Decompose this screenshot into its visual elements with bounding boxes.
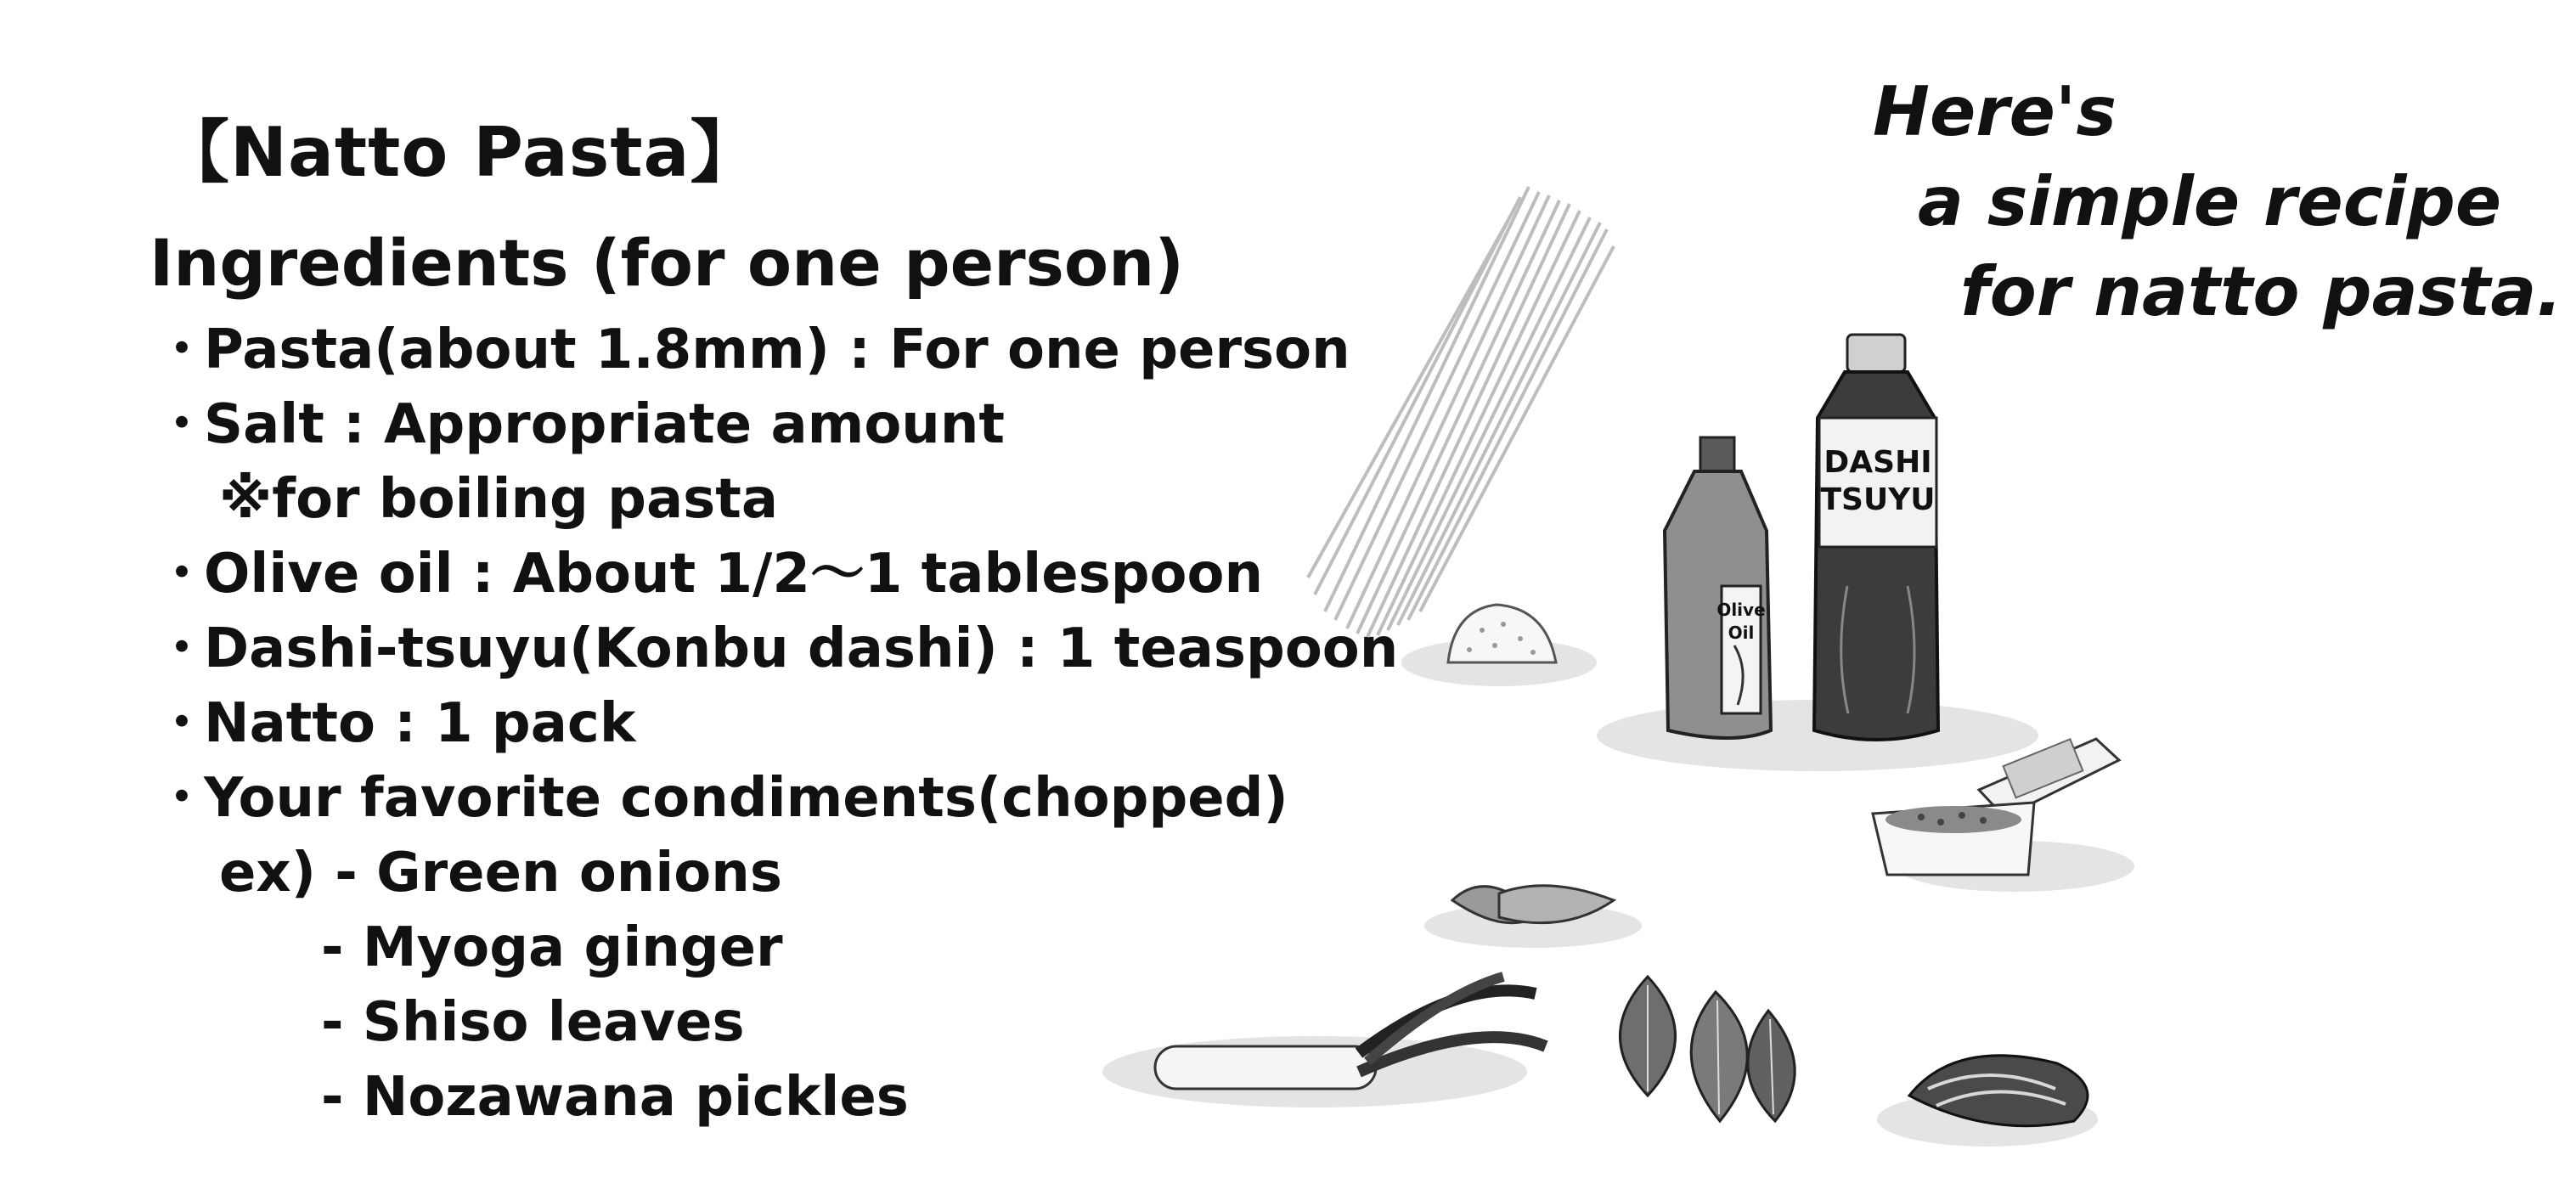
ingredient-olive-oil: Olive oil : About 1/2～1 tablespoon	[204, 543, 1264, 606]
green-onion-icon	[1102, 977, 1546, 1107]
speech-line-3: for natto pasta.	[1960, 252, 2562, 331]
condiment-nozawana-pickles: - Nozawana pickles	[321, 1066, 909, 1129]
condiment-myoga-ginger: - Myoga ginger	[321, 916, 783, 979]
ingredient-salt: Salt : Appropriate amount	[204, 393, 1005, 456]
olive-oil-bottle-icon	[1665, 437, 1771, 738]
condiment-green-onions: ex) - Green onions	[219, 842, 782, 904]
bullet-olive-oil: ・	[155, 543, 209, 606]
shiso-leaves-icon	[1621, 977, 1795, 1121]
bullet-natto: ・	[155, 692, 209, 755]
salt-icon	[1401, 605, 1597, 686]
bullet-pasta: ・	[155, 318, 209, 381]
condiment-shiso-leaves: - Shiso leaves	[321, 991, 745, 1054]
spaghetti-icon	[1308, 187, 1614, 637]
ingredients-heading: Ingredients (for one person)	[149, 225, 1184, 301]
nozawana-pickles-icon	[1877, 1056, 2098, 1147]
olive-oil-label-line2: Oil	[1728, 623, 1755, 643]
bullet-condiments: ・	[155, 767, 209, 830]
myoga-ginger-icon	[1424, 886, 1642, 948]
ingredient-pasta: Pasta(about 1.8mm) : For one person	[204, 318, 1350, 381]
dashi-label-line2: TSUYU	[1820, 482, 1936, 517]
ingredient-natto: Natto : 1 pack	[204, 692, 636, 755]
ingredient-salt-note: ※for boiling pasta	[219, 468, 778, 531]
ingredient-condiments: Your favorite condiments(chopped)	[204, 767, 1288, 830]
bullet-salt: ・	[155, 393, 209, 456]
speech-line-2: a simple recipe	[1918, 162, 2502, 241]
speech-line-1: Here's	[1873, 72, 2117, 151]
ingredient-dashi-tsuyu: Dashi-tsuyu(Konbu dashi) : 1 teaspoon	[204, 617, 1399, 680]
olive-oil-label-line1: Olive	[1716, 600, 1766, 620]
dashi-label-line1: DASHI	[1823, 445, 1932, 480]
bullet-dashi: ・	[155, 617, 209, 680]
dashi-tsuyu-bottle-icon	[1814, 335, 1938, 740]
recipe-title: 【Natto Pasta】	[161, 113, 759, 192]
